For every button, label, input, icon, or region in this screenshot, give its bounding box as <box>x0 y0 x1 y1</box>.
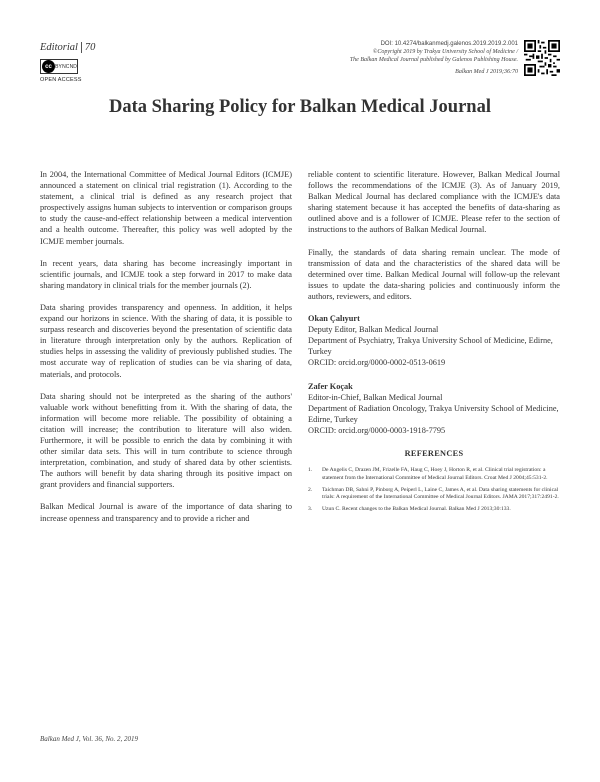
cc-icon: cc <box>42 60 55 73</box>
left-column <box>40 169 292 535</box>
references-list <box>308 467 560 514</box>
section-label <box>40 42 95 53</box>
by-icon: BY <box>55 63 62 70</box>
reference-text: Uzun C. Recent changes to the Balkan Medical Journal. Balkan Med J 2013;30:133. <box>322 506 511 513</box>
author-affiliation: Department of Radiation Oncology, Trakya University School of Medicine, Edirne, Turkey <box>308 403 559 424</box>
author-orcid[interactable]: ORCID: orcid.org/0000-0003-1918-7795 <box>308 425 446 435</box>
page-footer: Balkan Med J, Vol. 36, No. 2, 2019 <box>40 735 138 743</box>
paragraph: Data sharing should not be interpreted as the sharing of the authors' valuable work without benefitting from it. With the sharing of data, the information will become more reliable. The possibility of obtaining a citation will increase; the contribution to literature will also widen. Furthermore, it will be possible to enrich the data by combining it with other similar data sets. This will in turn contribute to science through interpretation, combination, and study of shared data by other scientists. The authors will benefit by data sharing through its positive impact on grant providers and financial supporters. <box>40 391 292 490</box>
reference-number: 1. <box>308 467 313 474</box>
author-block <box>308 381 560 436</box>
author-role: Deputy Editor, Balkan Medical Journal <box>308 325 439 335</box>
open-access-label: OPEN ACCESS <box>40 77 82 83</box>
author-role: Editor-in-Chief, Balkan Medical Journal <box>308 392 443 402</box>
paragraph: Balkan Medical Journal is aware of the importance of data sharing to increase openness and transparency and to provide a richer and <box>40 502 292 523</box>
reference-number: 2. <box>308 486 313 493</box>
reference-number: 3. <box>308 506 313 513</box>
reference-text: Taichman DB, Sahni P, Pinborg A, Peiperl L, Laine C, James A, et al. Data sharing statements for clinical trials: A requirement of the International Committee of Medical Journal Editors. JAMA 2017;317:2491-2. <box>322 486 559 501</box>
paragraph: reliable content to scientific literature. However, Balkan Medical Journal follows the recommendations of the ICMJE (3). As of January 2019, Balkan Medical Journal has declared compliance with the ICMJE's data sharing statement because it has accepted the benefits of data-sharing as outlined above and is a follower of ICMJE. Please refer to the section of instructions to the authors of Balkan Medical Journal. <box>308 170 560 235</box>
doi[interactable]: DOI: 10.4274/balkanmedj.galenos.2019.2019.2.001 <box>380 41 518 47</box>
qr-code-icon <box>524 40 560 76</box>
reference-item <box>308 506 560 514</box>
author-name: Zafer Koçak <box>308 381 353 391</box>
cc-license-badge[interactable] <box>40 59 78 74</box>
header-left <box>40 42 95 83</box>
nd-icon: ND <box>69 63 77 70</box>
author-orcid[interactable]: ORCID: orcid.org/0000-0002-0513-0619 <box>308 358 446 368</box>
section-name: Editorial <box>40 42 78 53</box>
article-title: Data Sharing Policy for Balkan Medical Journal <box>108 97 491 117</box>
reference-text: De Angelis C, Drazen JM, Frizelle FA, Haug C, Hoey J, Horton R, et al. Clinical trial registration: a statement from the International Committee of Medical Journal Editors. Croat Med J 2004;45:531-2. <box>322 467 548 481</box>
copyright-line2: The Balkan Medical Journal published by Galenos Publishing House. <box>349 57 518 63</box>
header-right <box>258 40 518 76</box>
paragraph: Finally, the standards of data sharing remain unclear. The mode of transmission of data and the characteristics of the shared data will be determined over time. Balkan Medical Journal will follow-up the relevant issues to update the data-sharing policies and continuously inform the authors, reviewers, and editors. <box>308 247 560 301</box>
copyright-line1: ©Copyright 2019 by Trakya University School of Medicine / <box>372 49 518 55</box>
paragraph: In recent years, data sharing has become increasingly important in scientific journals, and ICMJE took a step forward in 2017 to make data sharing mandatory in clinical trials for the member journals (2). <box>40 258 292 290</box>
author-name: Okan Çalıyurt <box>308 314 360 324</box>
nc-icon: NC <box>62 63 70 70</box>
reference-item <box>308 467 560 483</box>
paragraph: Data sharing provides transparency and openness. In addition, it helps expand our horizons in science. With the sharing of data, it is possible to surpass research and discoveries beyond the presentation of scientific data in literature through interpretation only by the authors. Replication of studies helps in assessing the validity of previously published studies. The most accurate way of replication of studies can be via sharing of data, materials, and protocols. <box>40 302 292 379</box>
citation: Balkan Med J 2019;36:70 <box>455 69 518 75</box>
page-number: 70 <box>84 42 96 53</box>
author-affiliation: Department of Psychiatry, Trakya University School of Medicine, Edirne, Turkey <box>308 336 553 357</box>
paragraph: In 2004, the International Committee of Medical Journal Editors (ICMJE) announced a statement on clinical trial registration (1). According to the statement, a clinical trial is defined as any research project that prospectively assigns human subjects to intervention or comparison groups to study the cause-and-effect relationship between a medical intervention and a health outcome. Thereafter, this policy was well adopted by the ICMJE member journals. <box>40 170 292 246</box>
right-column <box>308 169 560 518</box>
author-block <box>308 313 560 368</box>
reference-item <box>308 487 560 503</box>
references-heading: REFERENCES <box>404 448 464 458</box>
